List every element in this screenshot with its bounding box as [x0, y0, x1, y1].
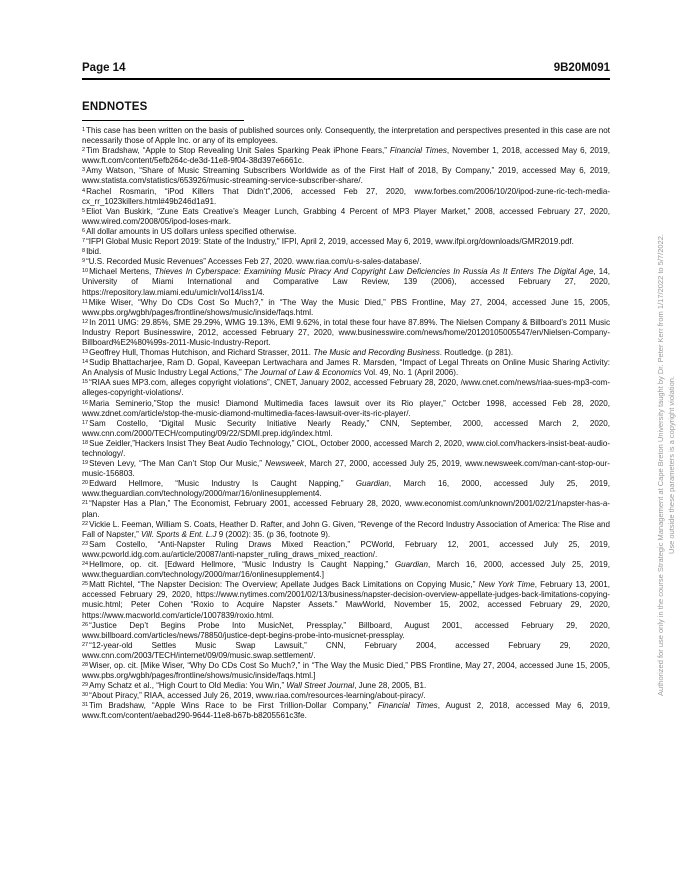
endnote-text: Tim Bradshaw, “Apple to Stop Revealing Unit Sales Sparking Peak iPhone Fears,”: [86, 146, 390, 156]
endnote: [82, 399, 610, 419]
endnote-italic-title: The Music and Recording Business: [313, 348, 440, 358]
endnote-text: In 2011 UMG: 29.85%, SME 29.29%, WMG 19.13%, EMI 9.62%, in total these four have 87.89%. The Nielsen Company & Billboard’s 2011 Music Industry Report Businesswire, 2012, accessed February 27, 2020, www.businesswire.com/news/home/20120105005547/en/Nielsen-Company-Billboard%E2%80%99s-2011-Music-Industry-Report.: [82, 317, 610, 347]
endnote: [82, 681, 610, 691]
endnote: [82, 207, 610, 227]
endnote-number: 15: [82, 379, 89, 386]
endnote-text: , November 1, 2018, accessed May 6, 2019, www.ft.com/content/5efb264c-de3d-11e8-9f04-38d397e6661c.: [82, 146, 610, 166]
endnote-text: “Napster Has a Plan,” The Economist, February 2001, accessed February 28, 2020, www.economist.com/unknown/2001/02/21/napster-has-a-plan.: [82, 499, 610, 519]
endnote-text: Amy Watson, “Share of Music Streaming Subscribers Worldwide as of the First Half of 2018, By Company,” 2019, accessed May 6, 2019, www.statista.com/statistics/653926/music-streaming-service-subscriber-share/.: [82, 166, 610, 186]
endnote: [82, 499, 610, 519]
endnote-text: , March 16, 2000, accessed July 25, 2019, www.theguardian.com/technology/2000/mar/16/onlinesupplement4.]: [82, 560, 610, 580]
endnote-text: Steven Levy, “The Man Can’t Stop Our Music,”: [89, 459, 266, 469]
endnote: [82, 298, 610, 318]
endnote: [82, 166, 610, 186]
endnote: [82, 641, 610, 661]
endnote: [82, 378, 610, 398]
endnote: [82, 318, 610, 348]
endnote-text: , June 28, 2005, B1.: [354, 681, 427, 691]
endnote-number: 25: [82, 581, 89, 588]
endnote-text: Amy Schatz et al., “High Court to Old Media: You Win,”: [89, 681, 287, 691]
endnote-italic-title: Newsweek: [265, 459, 305, 469]
endnote: [82, 247, 610, 257]
endnote-text: All dollar amounts in US dollars unless specified otherwise.: [86, 226, 297, 236]
case-code: 9B20M091: [553, 62, 610, 74]
endnote-text: “Justice Dep’t Begins Probe Into MusicNet, Pressplay,” Billboard, August 2001, accessed February 29, 2020, www.billboard.com/articles/news/78850/justice-dept-begins-probe-into-musicnet-pressplay.: [82, 620, 610, 640]
endnote: [82, 580, 610, 620]
endnote-text: Wiser, op. cit. [Mike Wiser, “Why Do CDs Cost So Much?,” in “The Way the Music Died,” PBS Frontline, May 27, 2004, accessed June 15, 2005, www.pbs.org/wgbh/pages/frontline/shows/music/inside/faqs.html.]: [82, 660, 610, 681]
endnote-number: 3: [82, 167, 86, 174]
endnote-number: 13: [82, 349, 89, 356]
endnote-italic-title: Thieves In Cyberspace: Examining Music Piracy And Copyright Law Deficiencies In Russia As It Enters The Digital Age: [154, 267, 594, 277]
endnote-text: This case has been written on the basis of published sources only. Consequently, the interpretation and perspectives presented in this case are not necessarily those of Apple Inc. or any of its employees.: [82, 126, 610, 146]
endnote-number: 6: [82, 227, 86, 234]
endnote-text: “IFPI Global Music Report 2019: State of the Industry,” IFPI, April 2, 2019, accessed May 6, 2019, www.ifpi.org/downloads/GMR2019.pdf.: [86, 237, 574, 247]
endnote-text: Sudip Bhattacharjee, Ram D. Gopal, Kaveepan Lertwachara and James R. Marsden, “Impact of Legal Threats on Online Music Sharing Activity: An Analysis of Music Industry Legal Actions,”: [82, 358, 610, 378]
endnote-number: 23: [82, 540, 89, 547]
endnote: [82, 701, 610, 721]
endnote-number: 19: [82, 460, 89, 467]
endnote-number: 18: [82, 439, 89, 446]
endnote-number: 29: [82, 682, 89, 689]
endnote-number: 14: [82, 359, 89, 366]
endnote: [82, 227, 610, 237]
copyright-notice-line1: Authorized for use only in the course Strategic Management at Cape Breton University taught by Dr. Peter Kerr from 1/17/2022 to 5/7/2022.: [656, 234, 665, 696]
endnote-number: 12: [82, 318, 89, 325]
endnote-number: 24: [82, 561, 89, 568]
endnote-number: 17: [82, 419, 89, 426]
endnote: [82, 691, 610, 701]
endnote-number: 21: [82, 500, 89, 507]
endnote-text: “12-year-old Settles Music Swap Lawsuit,” CNN, February 2004, accessed February 29, 2020, www.cnn.com/2003/TECH/internet/09/09/music.swap.settlement/.: [82, 640, 610, 660]
endnote-number: 8: [82, 248, 86, 255]
endnote-text: “RIAA sues MP3.com, alleges copyright violations”, CNET, January 2002, accessed February 28, 2020, /www.cnet.com/news/riaa-sues-mp3-com-alleges-copyright-violations/.: [82, 378, 610, 398]
endnote: [82, 358, 610, 378]
endnote-text: , February 13, 2001, accessed February 29, 2020, https://www.nytimes.com/2001/02/13/business/napster-decision-overview-appellate-judges-back-limitations-copying-music.html; Peter Cohen “Roxio to Acquire Napster Assets.” MawWorld, November 15, 2002, accessed February 29, 2020, https://www.macworld.com/article/1007839/roxio.html.: [82, 580, 610, 620]
endnote: [82, 661, 610, 681]
endnote-number: 7: [82, 238, 86, 245]
endnote: [82, 267, 610, 297]
endnote-italic-title: Guardian: [355, 479, 389, 489]
endnote-text: Sam Costello, “Anti-Napster Ruling Draws Mixed Reaction,” PCWorld, February 12, 2001, accessed July 25, 2019, www.pcworld.idg.com.au/article/20087/anti-napster_ruling_draws_mixed_reaction/.: [82, 539, 610, 559]
endnote: [82, 146, 610, 166]
endnote-text: . Routledge. (p 281).: [439, 348, 514, 358]
endnote: [82, 479, 610, 499]
endnotes-heading: ENDNOTES: [82, 101, 148, 113]
endnote-text: , March 27, 2000, accessed July 25, 2019, www.newsweek.com/man-cant-stop-our-music-156803.: [82, 459, 610, 479]
endnote-text: Sam Costello, “Digital Music Security Initiative Nearly Ready,” CNN, September, 2000, accessed March 2, 2020, www.cnn.com/2000/TECH/computing/09/22/SDMI.prep.idg/index.html.: [82, 418, 610, 438]
endnote-number: 31: [82, 702, 89, 709]
endnote-text: Hellmore, op. cit. [Edward Hellmore, “Music Industry Is Caught Napping,”: [89, 560, 395, 570]
endnote: [82, 520, 610, 540]
endnote-text: Ibid.: [86, 247, 102, 257]
endnote: [82, 621, 610, 641]
endnote-text: Sue Zeidler,”Hackers Insist They Beat Audio Technology,” CIOL, October 2000, accessed March 2, 2020, www.ciol.com/hackers-insist-beat-audio-technology/.: [82, 438, 610, 458]
endnote: [82, 348, 610, 358]
endnote-number: 1: [82, 127, 86, 133]
endnote-text: , 14, University of Miami International and Comparative Law Review, 139 (2006), accessed February 27, 2020, https://repository.law.miami.edu/umiclr/vol14/iss1/4.: [82, 267, 610, 297]
endnote-text: Rachel Rosmarin, “iPod Killers That Didn’t”,2006, accessed Feb 27, 2020, www.forbes.com/2006/10/20/ipod-zune-ric-tech-media-cx_rr_1023killers.html#49b246d1a91.: [82, 186, 610, 206]
endnote-number: 16: [82, 399, 89, 406]
endnote-number: 5: [82, 207, 86, 214]
footnote-rule: [82, 120, 244, 121]
endnote-text: Michael Mertens,: [89, 267, 155, 277]
endnote-text: Matt Richtel, “The Napster Decision: The Overview; Apellate Judges Back Limitations on Copying Music,”: [89, 580, 479, 590]
endnote-number: 28: [82, 661, 89, 668]
copyright-notice-line2: Use outside these parameters is a copyright violation.: [667, 375, 676, 555]
endnote-text: 9 (2002): 35. (p 36, footnote 9).: [216, 529, 331, 539]
endnote: [82, 187, 610, 207]
endnote-text: Geoffrey Hull, Thomas Hutchison, and Richard Strasser, 2011.: [89, 348, 314, 358]
endnote-italic-title: Vill. Sports & Ent. L.J: [141, 529, 217, 539]
endnote-text: , March 16, 2000, accessed July 25, 2019, www.theguardian.com/technology/2000/mar/16/onlinesupplement4.: [82, 479, 610, 499]
endnote: [82, 459, 610, 479]
endnote-number: 9: [82, 258, 86, 265]
endnote-number: 11: [82, 298, 88, 305]
endnote-text: , August 2, 2018, accessed May 6, 2019, www.ft.com/content/aebad290-9644-11e8-b67b-b8205561c3fe.: [82, 701, 610, 721]
endnote-number: 26: [82, 621, 89, 628]
page-number: Page 14: [82, 62, 126, 74]
endnotes-list: [82, 126, 610, 722]
endnote-text: Eliot Van Buskirk, “Zune Eats Creative’s Meager Lunch, Grabbing 4 Percent of MP3 Player Market,” 2008, accessed February 27, 2020, www.wired.com/2008/05/ipod-loses-mark.: [82, 206, 610, 226]
endnote-text: Mike Wiser, “Why Do CDs Cost So Much?,” in “The Way the Music Died,” PBS Frontline, May 27, 2004, accessed June 15, 2005, www.pbs.org/wgbh/pages/frontline/shows/music/inside/faqs.html.: [82, 297, 610, 317]
endnote-number: 30: [82, 692, 89, 699]
endnote-text: “U.S. Recorded Music Revenues” Accesses Feb 27, 2020. www.riaa.com/u-s-sales-database/.: [86, 257, 422, 267]
endnote-number: 4: [82, 187, 86, 194]
endnote-italic-title: Wall Street Journal: [286, 681, 355, 691]
endnote-italic-title: Guardian: [394, 560, 428, 570]
page-header: [82, 60, 610, 80]
endnote-italic-title: Financial Times: [377, 701, 438, 711]
endnote-number: 2: [82, 147, 86, 154]
endnote: [82, 237, 610, 247]
endnote: [82, 126, 610, 146]
endnote-italic-title: New York Time: [478, 580, 535, 590]
copyright-notice: [646, 145, 686, 785]
endnote-number: 27: [82, 641, 89, 648]
endnote: [82, 419, 610, 439]
endnote-italic-title: The Journal of Law & Economics: [243, 368, 362, 378]
endnote-italic-title: Financial Times: [389, 146, 447, 156]
endnote-number: 22: [82, 520, 89, 527]
endnote-text: Tim Bradshaw, “Apple Wins Race to be First Trillion-Dollar Company,”: [89, 701, 378, 711]
endnote: [82, 540, 610, 560]
endnote-number: 10: [82, 268, 89, 275]
endnote-text: “About Piracy,” RIAA, accessed July 26, 2019, www.riaa.com/resources-learning/about-piracy/.: [89, 691, 426, 701]
endnote-number: 20: [82, 480, 89, 487]
endnote-text: Edward Hellmore, “Music Industry Is Caught Napping,”: [89, 479, 356, 489]
endnote: [82, 257, 610, 267]
endnote-text: Vol. 49, No. 1 (April 2006).: [361, 368, 459, 378]
endnote-text: Vickie L. Feeman, William S. Coats, Heather D. Rafter, and John G. Given, “Revenge of the Record Industry Association of America: The Rise and Fall of Napster,”: [82, 519, 610, 539]
endnote-text: Maria Seminerio,”Stop the music! Diamond Multimedia faces lawsuit over its Rio player,” Octcber 1998, accessed Feb 28, 2020, www.zdnet.com/article/stop-the-music-diamond-multimedia-faces-lawsuit-over-its-ric-player/.: [82, 398, 610, 418]
endnote: [82, 439, 610, 459]
endnote: [82, 560, 610, 580]
